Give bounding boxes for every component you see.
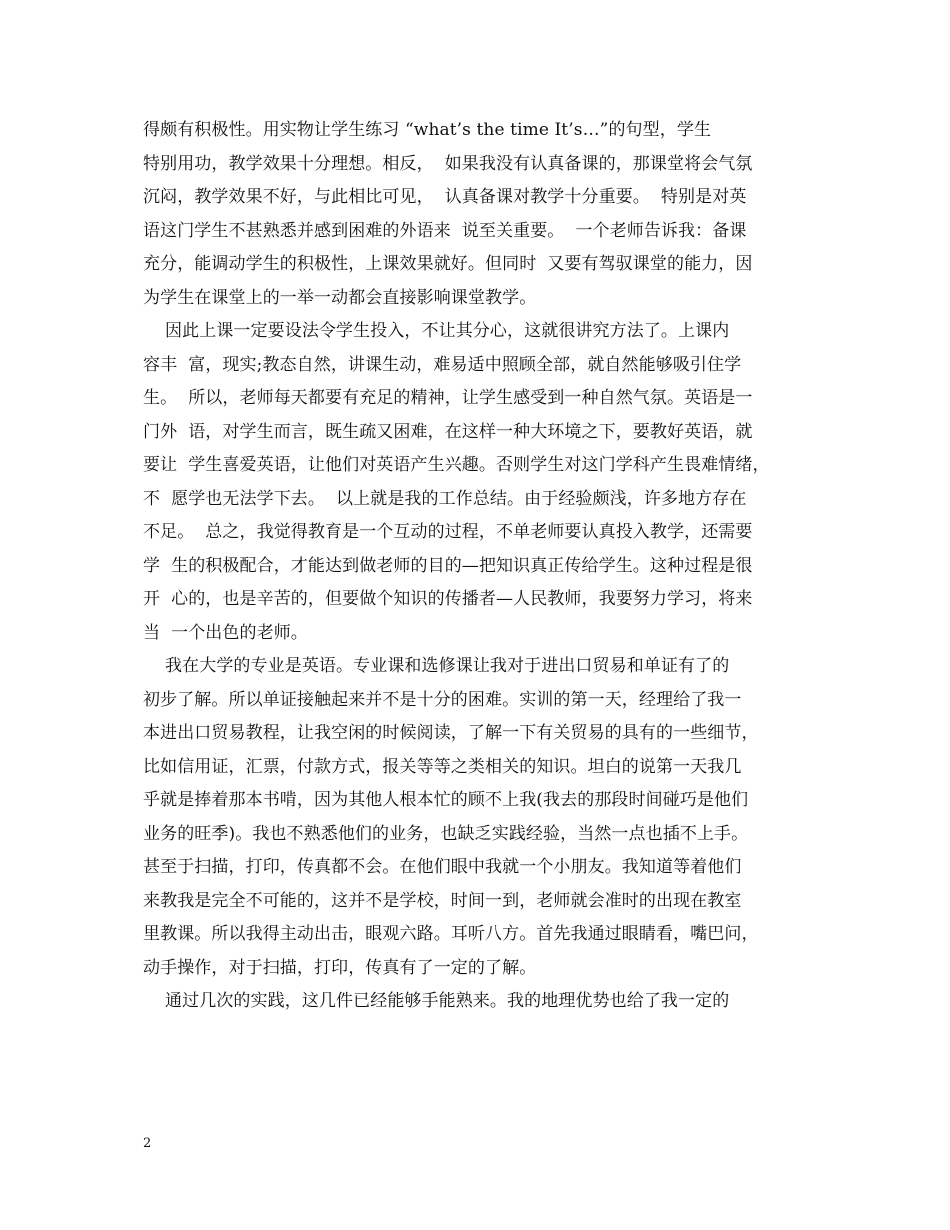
text-line: 比如信用证，汇票，付款方式，报关等等之类相关的知识。坦白的说第一天我几 (143, 756, 742, 777)
text-line: 动手操作，对于扫描，打印，传真有了一定的了解。 (143, 957, 537, 978)
text-line: 开 心的，也是辛苦的，但要做个知识的传播者—人民教师，我要努力学习，将来 (143, 589, 753, 609)
text-line: 为学生在课堂上的一举一动都会直接影响课堂教学。 (143, 287, 537, 308)
text-line: 学 生的积极配合，才能达到做老师的目的—把知识真正传给学生。这种过程是很 (143, 555, 753, 576)
text-line: 充分，能调动学生的积极性，上课效果就好。但同时 又要有驾驭课堂的能力，因 (143, 254, 753, 274)
text-line: 门外 语，对学生而言，既生疏又困难，在这样一种大环境之下，要教好英语，就 (143, 421, 753, 442)
text-line: 生。 所以，老师每天都要有充足的精神，让学生感受到一种自然气氛。英语是一 (143, 388, 753, 408)
text-line: 我在大学的专业是英语。专业课和选修课让我对于进出口贸易和单证有了的 (143, 656, 730, 676)
text-line: 语这门学生不甚熟悉并感到困难的外语来 说至关重要。 一个老师告诉我：备课 (143, 220, 747, 241)
text-line: 容丰 富，现实;教态自然，讲课生动，难易适中照顾全部，就自然能够吸引住学 (143, 354, 742, 375)
text-line: 本进出口贸易教程，让我空闲的时候阅读，了解一下有关贸易的具有的一些细节， (143, 723, 759, 743)
text-line: 乎就是捧着那本书啃，因为其他人根本忙的顾不上我(我去的那段时间碰巧是他们 (143, 790, 749, 810)
text-line: 因此上课一定要设法令学生投入，不让其分心，这就很讲究方法了。上课内 (143, 321, 730, 341)
text-line: 初步了解。所以单证接触起来并不是十分的困难。实训的第一天，经理给了我一 (143, 689, 742, 710)
text-line: 通过几次的实践，这几件已经能够手能熟来。我的地理优势也给了我一定的 (143, 991, 730, 1011)
text-line: 不足。 总之，我觉得教育是一个互动的过程，不单老师要认真投入教学，还需要 (143, 522, 753, 542)
text-line: 甚至于扫描，打印，传真都不会。在他们眼中我就一个小朋友。我知道等着他们 (143, 857, 742, 877)
body-text (143, 114, 813, 1019)
text-line: 沉闷，教学效果不好，与此相比可见， 认真备课对教学十分重要。 特别是对英 (143, 187, 747, 207)
text-line: 要让 学生喜爱英语，让他们对英语产生兴趣。否则学生对这门学科产生畏难情绪， (143, 455, 770, 475)
text-line: 得颇有积极性。用实物让学生练习 “what’s the time It’s…”的句型，学生 (143, 120, 712, 140)
text-line: 当 一个出色的老师。 (143, 622, 308, 643)
text-line: 业务的旺季)。我也不熟悉他们的业务，也缺乏实践经验，当然一点也插不上手。 (143, 823, 749, 844)
text-line: 不 愿学也无法学下去。 以上就是我的工作总结。由于经验颇浅，许多地方存在 (143, 488, 747, 509)
text-line: 来教我是完全不可能的，这并不是学校，时间一到，老师就会准时的出现在教室 (143, 890, 742, 911)
text-line: 特别用功，教学效果十分理想。相反， 如果我没有认真备课的，那课堂将会气氛 (143, 153, 753, 174)
text-line: 里教课。所以我得主动出击，眼观六路。耳听八方。首先我通过眼睛看，嘴巴问， (143, 924, 759, 944)
page-number: 2 (143, 1136, 152, 1151)
